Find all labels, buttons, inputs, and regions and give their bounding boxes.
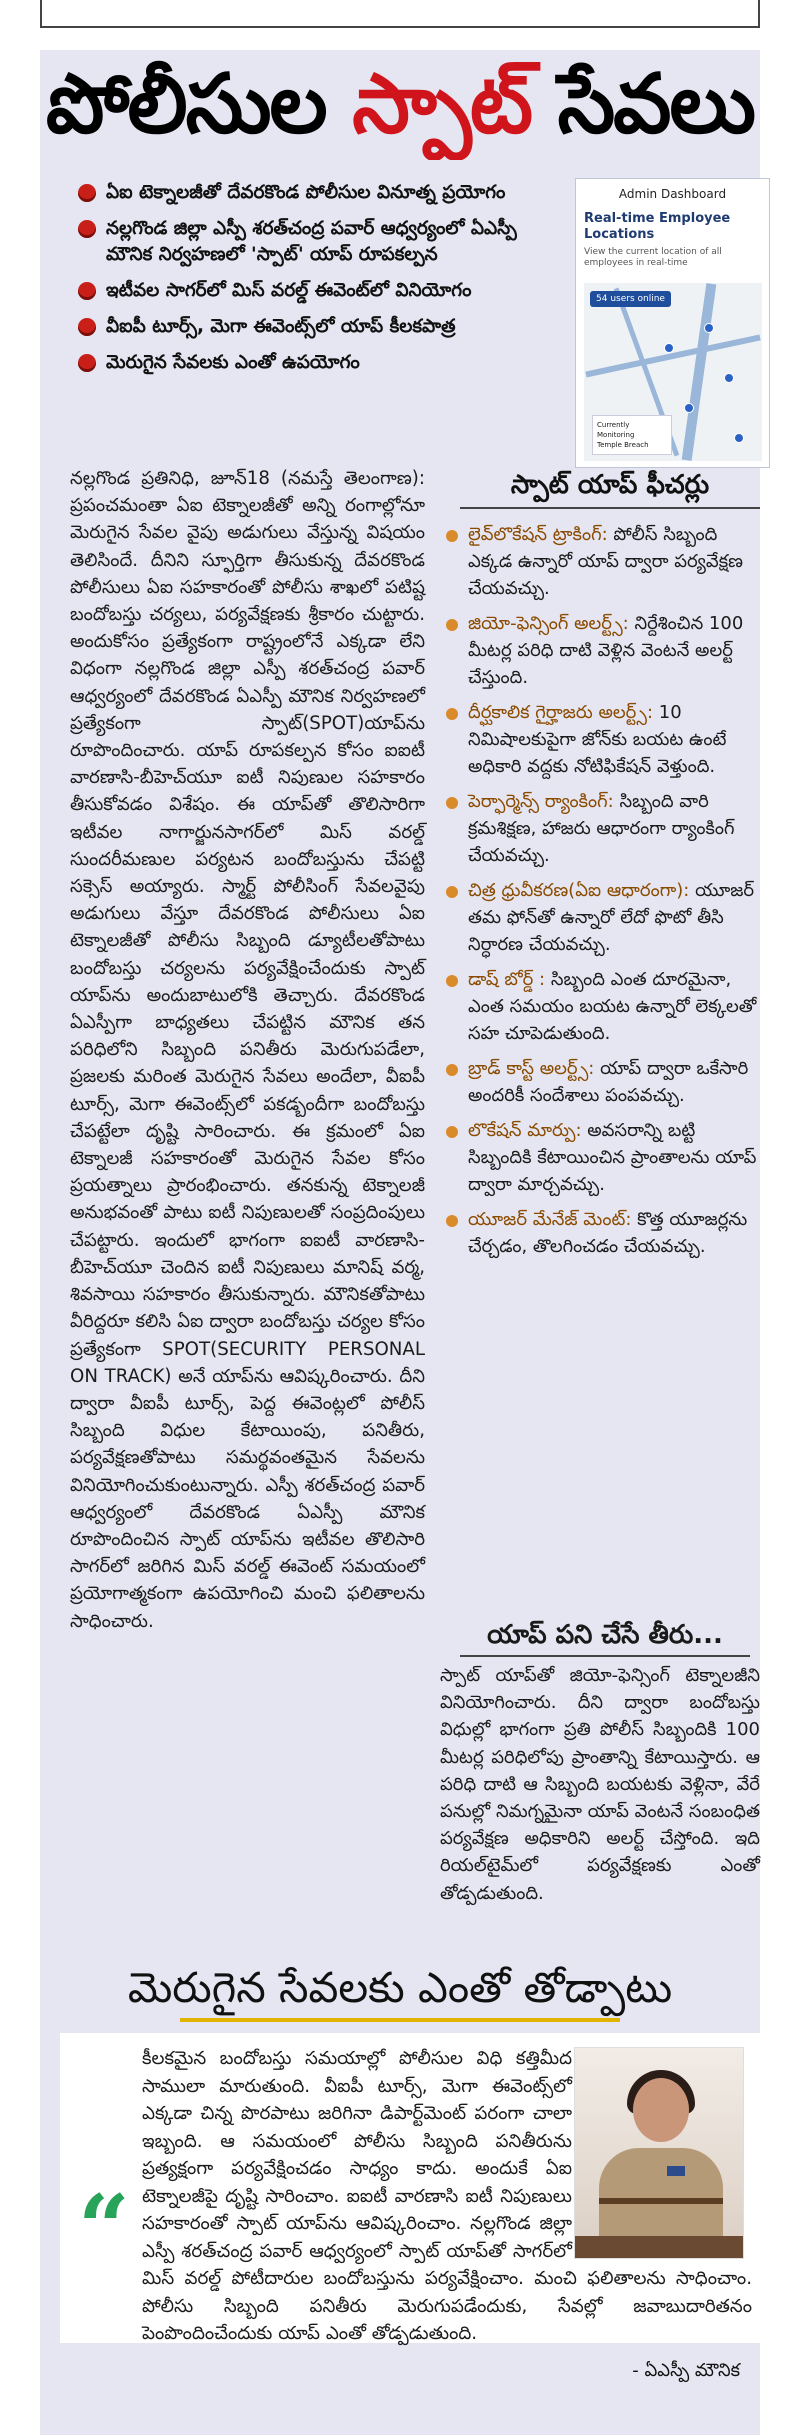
- feature-item: లొకేషన్ మార్పు: అవసరాన్ని బట్టి సిబ్బందికి కేటాయించిన ప్రాంతాలను యాప్ ద్వారా మార్చవచ్చు.: [440, 1117, 760, 1198]
- works-text: స్పాట్ యాప్‌తో జియో-ఫెన్సింగ్ టెక్నాలజీని వినియోగించారు. దీని ద్వారా బందోబస్తు విధుల్లో భాగంగా ప్రతి పోలీస్ సిబ్బందికి 100 మీటర్ల పరిధిలోపు ప్రాంతాన్ని కేటాయిస్తారు. ఆ పరిధి దాటి ఆ సిబ్బంది బయటకు వెళ్లినా, వేరే పనుల్లో నిమగ్నమైనా యాప్ వెంటనే సంబంధిత పర్యవేక్షణ అధికారిని అలర్ట్ చేస్తోంది. ఇది రియల్‌టైమ్‌లో పర్యవేక్షణకు ఎంతో తోడ్పడుతుంది.: [440, 1665, 760, 1904]
- bullet-icon: [446, 1126, 458, 1138]
- works-title: యాప్ పని చేసే తీరు...: [460, 1615, 750, 1657]
- bullet-icon: [446, 975, 458, 987]
- main-paragraph: నల్లగొండ ప్రతినిధి, జూన్18 (నమస్తే తెలంగాణ): ప్రపంచమంతా ఏఐ టెక్నాలజీతో అన్ని రంగాల్లోనూ మెరుగైన సేవల వైపు అడుగులు వేస్తున్న విషయం తెలిసిందే. దీనిని స్ఫూర్తిగా తీసుకున్న దేవరకొండ పోలీసులు ఏఐ సహకారంతో పోలీసు శాఖలో పటిష్ట బందోబస్తు చర్యలు, పర్యవేక్షణకు శ్రీకారం చుట్టారు. అందుకోసం ప్రత్యేకంగా రాష్ట్రంలోనే ఎక్కడా లేని విధంగా నల్లగొండ జిల్లా ఎస్పీ శరత్‌చంద్ర పవార్ ఆధ్వర్యంలో దేవరకొండ ఏఎస్పీ మౌనిక నిర్వహణలో ప్రత్యేకంగా స్పాట్(SPOT)యాప్‌ను రూపొందించారు. యాప్ రూపకల్పన కోసం ఐఐటీ వారణాసి-బీహెచ్‌యూ ఐటీ నిపుణుల సహకారం తీసుకోవడం విశేషం. ఈ యాప్‌తో తొలిసారిగా ఇటీవల నాగార్జునసాగర్‌లో మిస్ వరల్డ్ సుందరీమణుల పర్యటన బందోబస్తును చేపట్టి సక్సెస్ అయ్యారు. స్మార్ట్ పోలీసింగ్ సేవలవైపు అడుగులు వేస్తూ దేవరకొండ పోలీసులు ఏఐ టెక్నాలజీతో పోలీసు సిబ్బంది డ్యూటీలతోపాటు బందోబస్తు చర్యలను పర్యవేక్షించేందుకు స్పాట్ యాప్‌ను అందుబాటులోకి తెచ్చారు. దేవరకొండ ఏఎస్పీగా బాధ్యతలు చేపట్టిన మౌనిక తన పరిధిలోని సిబ్బంది పనితీరు మెరుగుపడేలా, ప్రజలకు మరింత మెరుగైన సేవలు అందేలా, వీఐపీ టూర్స్, మెగా ఈవెంట్స్‌లో పకడ్బందీగా బందోబస్తు చేపట్టేలా దృష్టి సారించారు. ఈ క్రమంలో ఏఐ టెక్నాలజీ సహకారంతో మెరుగైన సేవల కోసం ప్రయత్నాలు ప్రారంభించారు. తనకున్న టెక్నాలజీ అనుభవంతో పాటు ఐటీ నిపుణులతో సంప్రదింపులు చేపట్టారు. ఇందులో భాగంగా ఐఐటీ వారణాసి-బీహెచ్‌యూ చెందిన ఐటీ నిపుణులు మానిష్ వర్మ, శివసాయి సహకారం తీసుకున్నారు. మౌనికతోపాటు వీరిద్దరూ కలిసి ఏఐ ద్వారా బందోబస్తు చర్యల కోసం ప్రత్యేకంగా SPOT(SECURITY PERSONAL ON TRACK) అనే యాప్‌ను ఆవిష్కరించారు. దీని ద్వారా వీఐపీ టూర్స్, పెద్ద ఈవెంట్లలో పోలీస్ సిబ్బంది విధుల కేటాయింపు, పనితీరు, పర్యవేక్షణతోపాటు సమర్థవంతమైన సేవలను వినియోగించుకుంటున్నారు. ఎస్పీ శరత్‌చంద్ర పవార్ ఆధ్వర్యంలో దేవరకొండ ఏఎస్పీ మౌనిక రూపొందించిన స్పాట్ యాప్‌ను ఇటీవల తొలిసారి సాగర్‌లో జరిగిన మిస్ వరల్డ్ ఈవెంట్ సమయంలో ప్రయోగాత్మకంగా ఉపయోగించి మంచి ఫలితాలను సాధించారు.: [70, 468, 425, 1632]
- quote-text: కీలకమైన బందోబస్తు సమయాల్లో పోలీసుల విధి కత్తిమీద సాములా మారుతుంది. వీఐపీ టూర్స్, మెగా ఈవెంట్స్‌లో ఎక్కడా చిన్న పొరపాటు జరిగినా డిపార్ట్‌మెంట్ పరంగా చాలా ఇబ్బంది. ఆ సమయంలో పోలీసు సిబ్బంది పనితీరును ప్రత్యక్షంగా పర్యవేక్షించడం సాధ్యం కాదు. అందుకే ఏఐ టెక్నాలజీపై దృష్టి సారించాం. ఐఐటీ వారణాసి ఐటీ నిపుణులు సహకారంతో స్పాట్ యాప్‌ను ఆవిష్కరించాం. నల్లగొండ జిల్లా ఎస్పీ శరత్‌చంద్ర పవార్ ఆధ్వర్యంలో స్పాట్ యాప్‌తో సాగర్‌లో మిస్ వరల్డ్ పోటీదారుల బందోబస్తును పర్యవేక్షించాం. మంచి ఫలితాలను సాధించాం. పోలీసు సిబ్బంది పనితీరు మెరుగుపడేందుకు, సేవల్లో జవాబుదారితనం పెంపొందించేందుకు యాప్ ఎంతో తోడ్పడుతుంది.: [142, 2048, 752, 2344]
- bullet-icon: [78, 318, 96, 336]
- bullet-icon: [78, 354, 96, 372]
- quote-signature: - ఏఎస్పీ మౌనిక: [632, 2360, 740, 2381]
- users-online-badge: 54 users online: [590, 291, 671, 307]
- highlight-item: ఏఐ టెక్నాలజీతో దేవరకొండ పోలీసుల వినూత్న ప్రయోగం: [78, 180, 558, 206]
- bullet-icon: [78, 282, 96, 300]
- map-image: [584, 283, 762, 461]
- features-title: స్పాట్ యాప్ ఫీచర్లు: [460, 465, 760, 509]
- headline-part-2: స్పాట్: [352, 57, 532, 152]
- main-article-text: [70, 465, 425, 1635]
- top-border-strip: [40, 0, 760, 28]
- feature-item: జియో-ఫెన్సింగ్ అలర్ట్స్: నిర్దేశించిన 100 మీటర్ల పరిధి దాటి వెళ్లిన వెంటనే అలర్ట్ చేస్తుంది.: [440, 610, 760, 691]
- highlight-item: నల్లగొండ జిల్లా ఎస్పీ శరత్‌చంద్ర పవార్ ఆధ్వర్యంలో ఏఎస్పీ మౌనిక నిర్వహణలో 'స్పాట్' యాప్ రూపకల్పన: [78, 216, 558, 268]
- bullet-icon: [446, 1215, 458, 1227]
- app-screenshot-image: [575, 178, 770, 468]
- article: [40, 50, 760, 2435]
- highlight-item: ఇటీవల సాగర్‌లో మిస్ వరల్డ్ ఈవెంట్‌లో వినియోగం: [78, 278, 558, 304]
- thumb-heading: Real-time Employee Locations: [584, 211, 731, 242]
- feature-item: చిత్ర ధ్రువీకరణ(ఏఐ ఆధారంగా): యూజర్ తమ ఫోన్‌తో ఉన్నారో లేదో ఫొటో తీసి నిర్ధారణ చేయవచ్చు.: [440, 877, 760, 958]
- sub-headline-underline: [180, 2018, 620, 2022]
- bullet-icon: [78, 184, 96, 202]
- quote-box: [60, 2033, 760, 2343]
- feature-item: లైవ్‌లొకేషన్ ట్రాకింగ్: పోలీస్ సిబ్బంది ఎక్కడ ఉన్నారో యాప్ ద్వారా పర్యవేక్షణ చేయవచ్చు.: [440, 521, 760, 602]
- features-box: [440, 465, 760, 1268]
- bullet-icon: [446, 708, 458, 720]
- headline-part-1: పోలీసుల: [46, 57, 326, 152]
- highlights-list: [78, 180, 558, 386]
- map-legend: Currently Monitoring Temple Breach: [592, 415, 672, 455]
- sub-headline: మెరుగైన సేవలకు ఎంతో తోడ్పాటు: [127, 1963, 673, 2012]
- quote-icon: “: [78, 2175, 130, 2281]
- headline-part-3: సేవలు: [557, 57, 754, 152]
- thumb-top-title: Admin Dashboard: [618, 187, 727, 201]
- highlight-item: వీఐపీ టూర్స్, మెగా ఈవెంట్స్‌లో యాప్ కీలకపాత్ర: [78, 314, 558, 340]
- bullet-icon: [78, 220, 96, 238]
- feature-item: బ్రాడ్ కాస్ట్ అలర్ట్స్: యాప్ ద్వారా ఒకేసారి అందరికీ సందేశాలు పంపవచ్చు.: [440, 1055, 760, 1109]
- feature-item: పెర్ఫార్మెన్స్ ర్యాంకింగ్: సిబ్బంది వారి క్రమశిక్షణ, హాజరు ఆధారంగా ర్యాంకింగ్ చేయవచ్చు.: [440, 788, 760, 869]
- bullet-icon: [446, 797, 458, 809]
- bullet-icon: [446, 619, 458, 631]
- bullet-icon: [446, 1064, 458, 1076]
- feature-item: డాష్ బోర్డ్ : సిబ్బంది ఎంత దూరమైనా, ఎంత సమయం బయట ఉన్నారో లెక్కలతో సహ చూపెడుతుంది.: [440, 966, 760, 1047]
- feature-item: దీర్ఘకాలిక గైర్హాజరు అలర్ట్స్: 10 నిమిషాలకుపైగా జోన్‌కు బయట ఉంటే అధికారి వద్దకు నోటిఫికేషన్ వెళ్తుంది.: [440, 699, 760, 780]
- headline: [40, 50, 760, 160]
- feature-item: యూజర్ మేనేజ్ మెంట్: కొత్త యూజర్లను చేర్చడం, తొలగించడం చేయవచ్చు.: [440, 1206, 760, 1260]
- bullet-icon: [446, 530, 458, 542]
- highlight-item: మెరుగైన సేవలకు ఎంతో ఉపయోగం: [78, 350, 558, 376]
- bullet-icon: [446, 886, 458, 898]
- thumb-subtext: View the current location of all employees in real-time: [584, 247, 722, 268]
